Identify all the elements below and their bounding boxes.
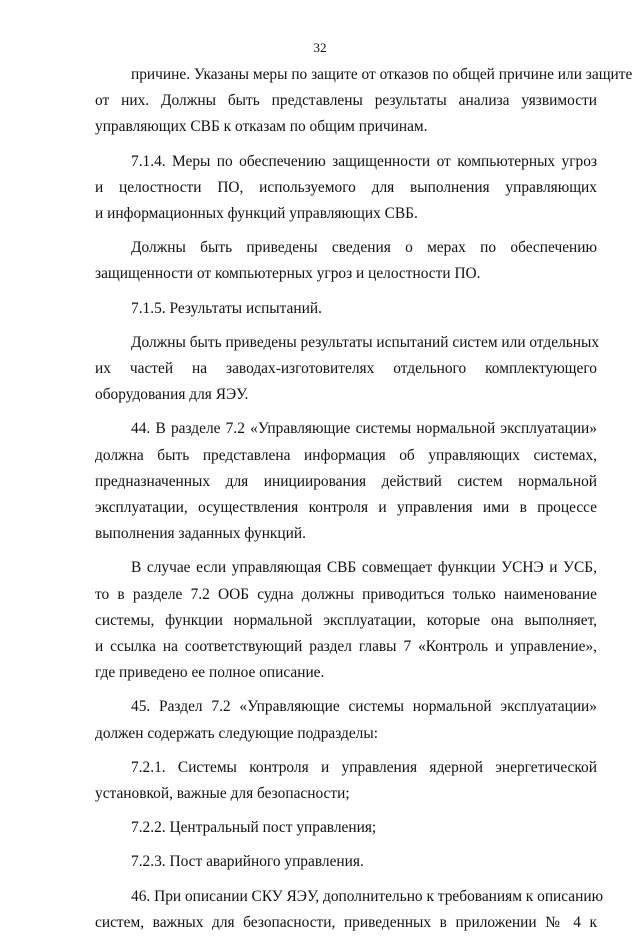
text-line: 7.2.3. Пост аварийного управления. xyxy=(131,853,364,871)
paragraph xyxy=(95,755,597,807)
text-line: 7.2.2. Центральный пост управления; xyxy=(131,819,377,837)
text-line: установкой, важные для безопасности; xyxy=(95,785,350,803)
text-line: защищенности от компьютерных угроз и целостности ПО. xyxy=(95,265,481,283)
text-line: 45. Раздел 7.2 «Управляющие системы нормальной эксплуатации» xyxy=(131,698,597,716)
text-line: В случае если управляющая СВБ совмещает функции УСНЭ и УСБ, xyxy=(131,559,597,577)
paragraph xyxy=(95,235,597,287)
text-line: системы, функции нормальной эксплуатации, которые она выполняет, xyxy=(95,611,597,629)
text-line: 46. При описании СКУ ЯЭУ, дополнительно к требованиям к описанию xyxy=(131,887,604,905)
paragraph xyxy=(95,296,597,322)
text-line: управляющих СВБ к отказам по общим причинам. xyxy=(95,118,428,136)
paragraph xyxy=(95,62,633,141)
text-line: где приведено ее полное описание. xyxy=(95,664,325,682)
paragraph xyxy=(95,694,597,746)
paragraph xyxy=(95,884,604,936)
text-line: и целостности ПО, используемого для выполнения управляющих xyxy=(95,178,597,196)
text-line: от них. Должны быть представлены результаты анализа уязвимости xyxy=(95,92,597,110)
page-number: 32 xyxy=(313,40,327,55)
paragraph xyxy=(95,330,600,409)
paragraph xyxy=(95,555,597,686)
paragraph xyxy=(95,849,597,875)
text-line: эксплуатации, осуществления контроля и управления ими в процессе xyxy=(95,499,597,517)
paragraph xyxy=(95,815,597,841)
text-line: 7.1.4. Меры по обеспечению защищенности от компьютерных угроз xyxy=(131,152,597,170)
text-line: предназначенных для инициирования действий систем нормальной xyxy=(95,472,597,490)
paragraph-list xyxy=(95,62,633,936)
text-line: оборудования для ЯЭУ. xyxy=(95,386,249,404)
paragraph xyxy=(95,416,597,547)
text-line: должен содержать следующие подразделы: xyxy=(95,724,378,742)
text-line: 7.2.1. Системы контроля и управления ядерной энергетической xyxy=(131,758,597,776)
text-line: Должны быть приведены результаты испытаний систем или отдельных xyxy=(131,333,600,351)
text-line: выполнения заданных функций. xyxy=(95,525,306,543)
text-line: должна быть представлена информация об управляющих системах, xyxy=(95,446,597,464)
text-line: причине. Указаны меры по защите от отказов по общей причине или защите xyxy=(131,66,633,83)
text-line: 7.1.5. Результаты испытаний. xyxy=(131,299,322,317)
paragraph xyxy=(95,149,597,228)
text-line: их частей на заводах-изготовителях отдельного комплектующего xyxy=(95,360,597,378)
text-line: и информационных функций управляющих СВБ. xyxy=(95,205,418,223)
text-line: систем, важных для безопасности, приведенных в приложении № 4 к xyxy=(95,913,597,931)
text-line: Должны быть приведены сведения о мерах по обеспечению xyxy=(131,239,597,257)
text-line: то в разделе 7.2 ООБ судна должны приводиться только наименование xyxy=(95,585,597,603)
text-line: и ссылка на соответствующий раздел главы 7 «Контроль и управление», xyxy=(95,638,597,656)
document-body xyxy=(95,62,633,944)
text-line: 44. В разделе 7.2 «Управляющие системы нормальной эксплуатации» xyxy=(131,420,597,438)
